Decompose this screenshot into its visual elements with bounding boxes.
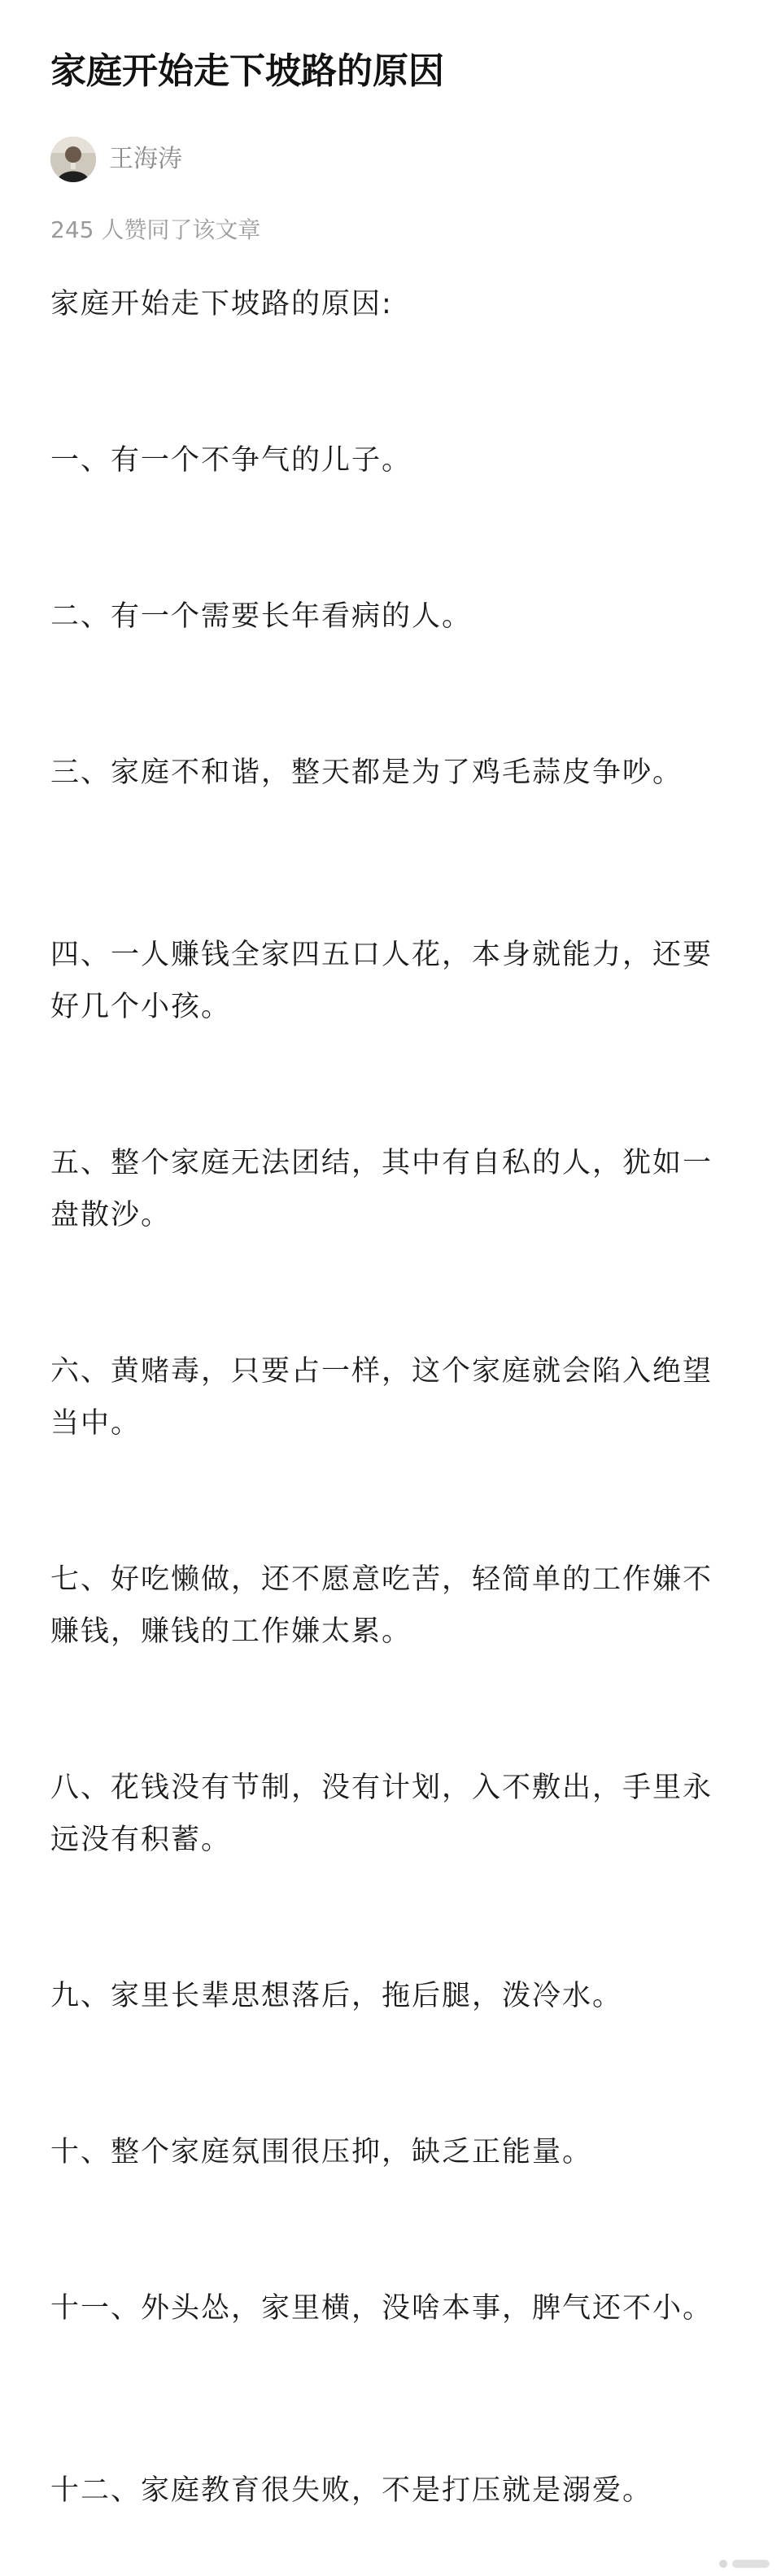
list-item: 七、好吃懒做，还不愿意吃苦，轻简单的工作嫌不赚钱，赚钱的工作嫌太累。 xyxy=(50,1563,713,1648)
watermark xyxy=(719,2560,770,2568)
list-item: 八、花钱没有节制，没有计划，入不敷出，手里永远没有积蓄。 xyxy=(50,1772,713,1856)
list-item: 十一、外头怂，家里横，没啥本事，脾气还不小。 xyxy=(50,2292,713,2325)
likes-count: 245 人赞同了该文章 xyxy=(50,216,261,243)
author-name[interactable]: 王海涛 xyxy=(109,145,182,173)
list-item: 二、有一个需要长年看病的人。 xyxy=(50,600,473,633)
list-item: 四、一人赚钱全家四五口人花，本身就能力，还要好几个小孩。 xyxy=(50,939,713,1023)
list-item: 一、有一个不争气的儿子。 xyxy=(50,444,412,477)
author-row[interactable] xyxy=(50,137,182,182)
list-item: 六、黄赌毒，只要占一样，这个家庭就会陷入绝望当中。 xyxy=(50,1355,713,1440)
list-item: 九、家里长辈思想落后，拖后腿，泼冷水。 xyxy=(50,1980,623,2012)
avatar[interactable] xyxy=(50,137,96,182)
article-title: 家庭开始走下坡路的原因 xyxy=(50,50,444,92)
intro-paragraph: 家庭开始走下坡路的原因: xyxy=(50,288,393,320)
watermark-dot-icon xyxy=(719,2560,727,2568)
list-item: 十二、家庭教育很失败，不是打压就是溺爱。 xyxy=(50,2474,653,2507)
list-item: 十、整个家庭氛围很压抑，缺乏正能量。 xyxy=(50,2136,593,2168)
list-item: 五、整个家庭无法团结，其中有自私的人，犹如一盘散沙。 xyxy=(50,1147,713,1231)
list-item: 三、家庭不和谐，整天都是为了鸡毛蒜皮争吵。 xyxy=(50,756,683,789)
user-avatar-photo-icon xyxy=(50,137,96,182)
watermark-bar-icon xyxy=(732,2560,770,2568)
